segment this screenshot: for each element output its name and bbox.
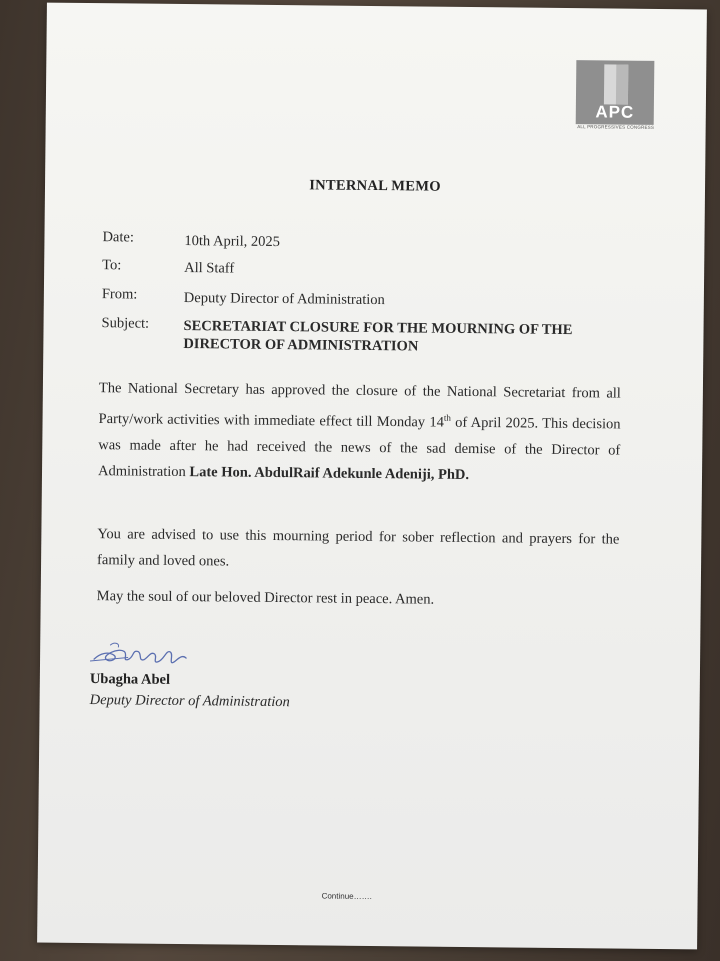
signatory-name: Ubagha Abel (89, 671, 171, 688)
memo-page (37, 3, 707, 950)
to-label: To: (102, 257, 122, 274)
late-director-name: Late Hon. AbdulRaif Adekunle Adeniji, PhD (189, 463, 466, 483)
logo-flag-shade (616, 65, 628, 105)
from-label: From: (101, 286, 138, 303)
continue-note: Continue……. (321, 891, 372, 902)
to-value: All Staff (184, 260, 235, 277)
p1-period: . (465, 466, 470, 483)
body-paragraph-2: You are advised to use this mourning period for sober reflection and prayers for the family and loved ones. (97, 526, 620, 570)
p1-ordinal: th (443, 412, 451, 423)
p1-text: The National Secretary has approved the closure of the National Secretariat from all Party/work activities with immediate effect till Monday 14 (98, 380, 621, 431)
date-label: Date: (102, 229, 134, 246)
subject-label: Subject: (101, 315, 150, 332)
date-value: 10th April, 2025 (184, 233, 280, 251)
body-paragraph-3: May the soul of our beloved Director rest in peace. Amen. (96, 588, 435, 608)
signatory-title: Deputy Director of Administration (89, 692, 290, 711)
apc-logo (576, 60, 655, 133)
apc-logo-box (576, 60, 655, 125)
from-value: Deputy Director of Administration (183, 290, 385, 309)
logo-text: APC (595, 102, 635, 122)
memo-title: INTERNAL MEMO (309, 177, 441, 195)
body-paragraph-1 (98, 375, 621, 489)
logo-subtitle: ALL PROGRESSIVES CONGRESS (577, 124, 655, 130)
handwritten-signature (88, 639, 198, 670)
p1-text-2: of April 2025. This decision was made after he had received the news of the sad demise of the Director of Administration (97, 414, 621, 480)
subject-value: SECRETARIAT CLOSURE FOR THE MOURNING OF THE DIRECTOR OF ADMINISTRATION (183, 318, 573, 355)
